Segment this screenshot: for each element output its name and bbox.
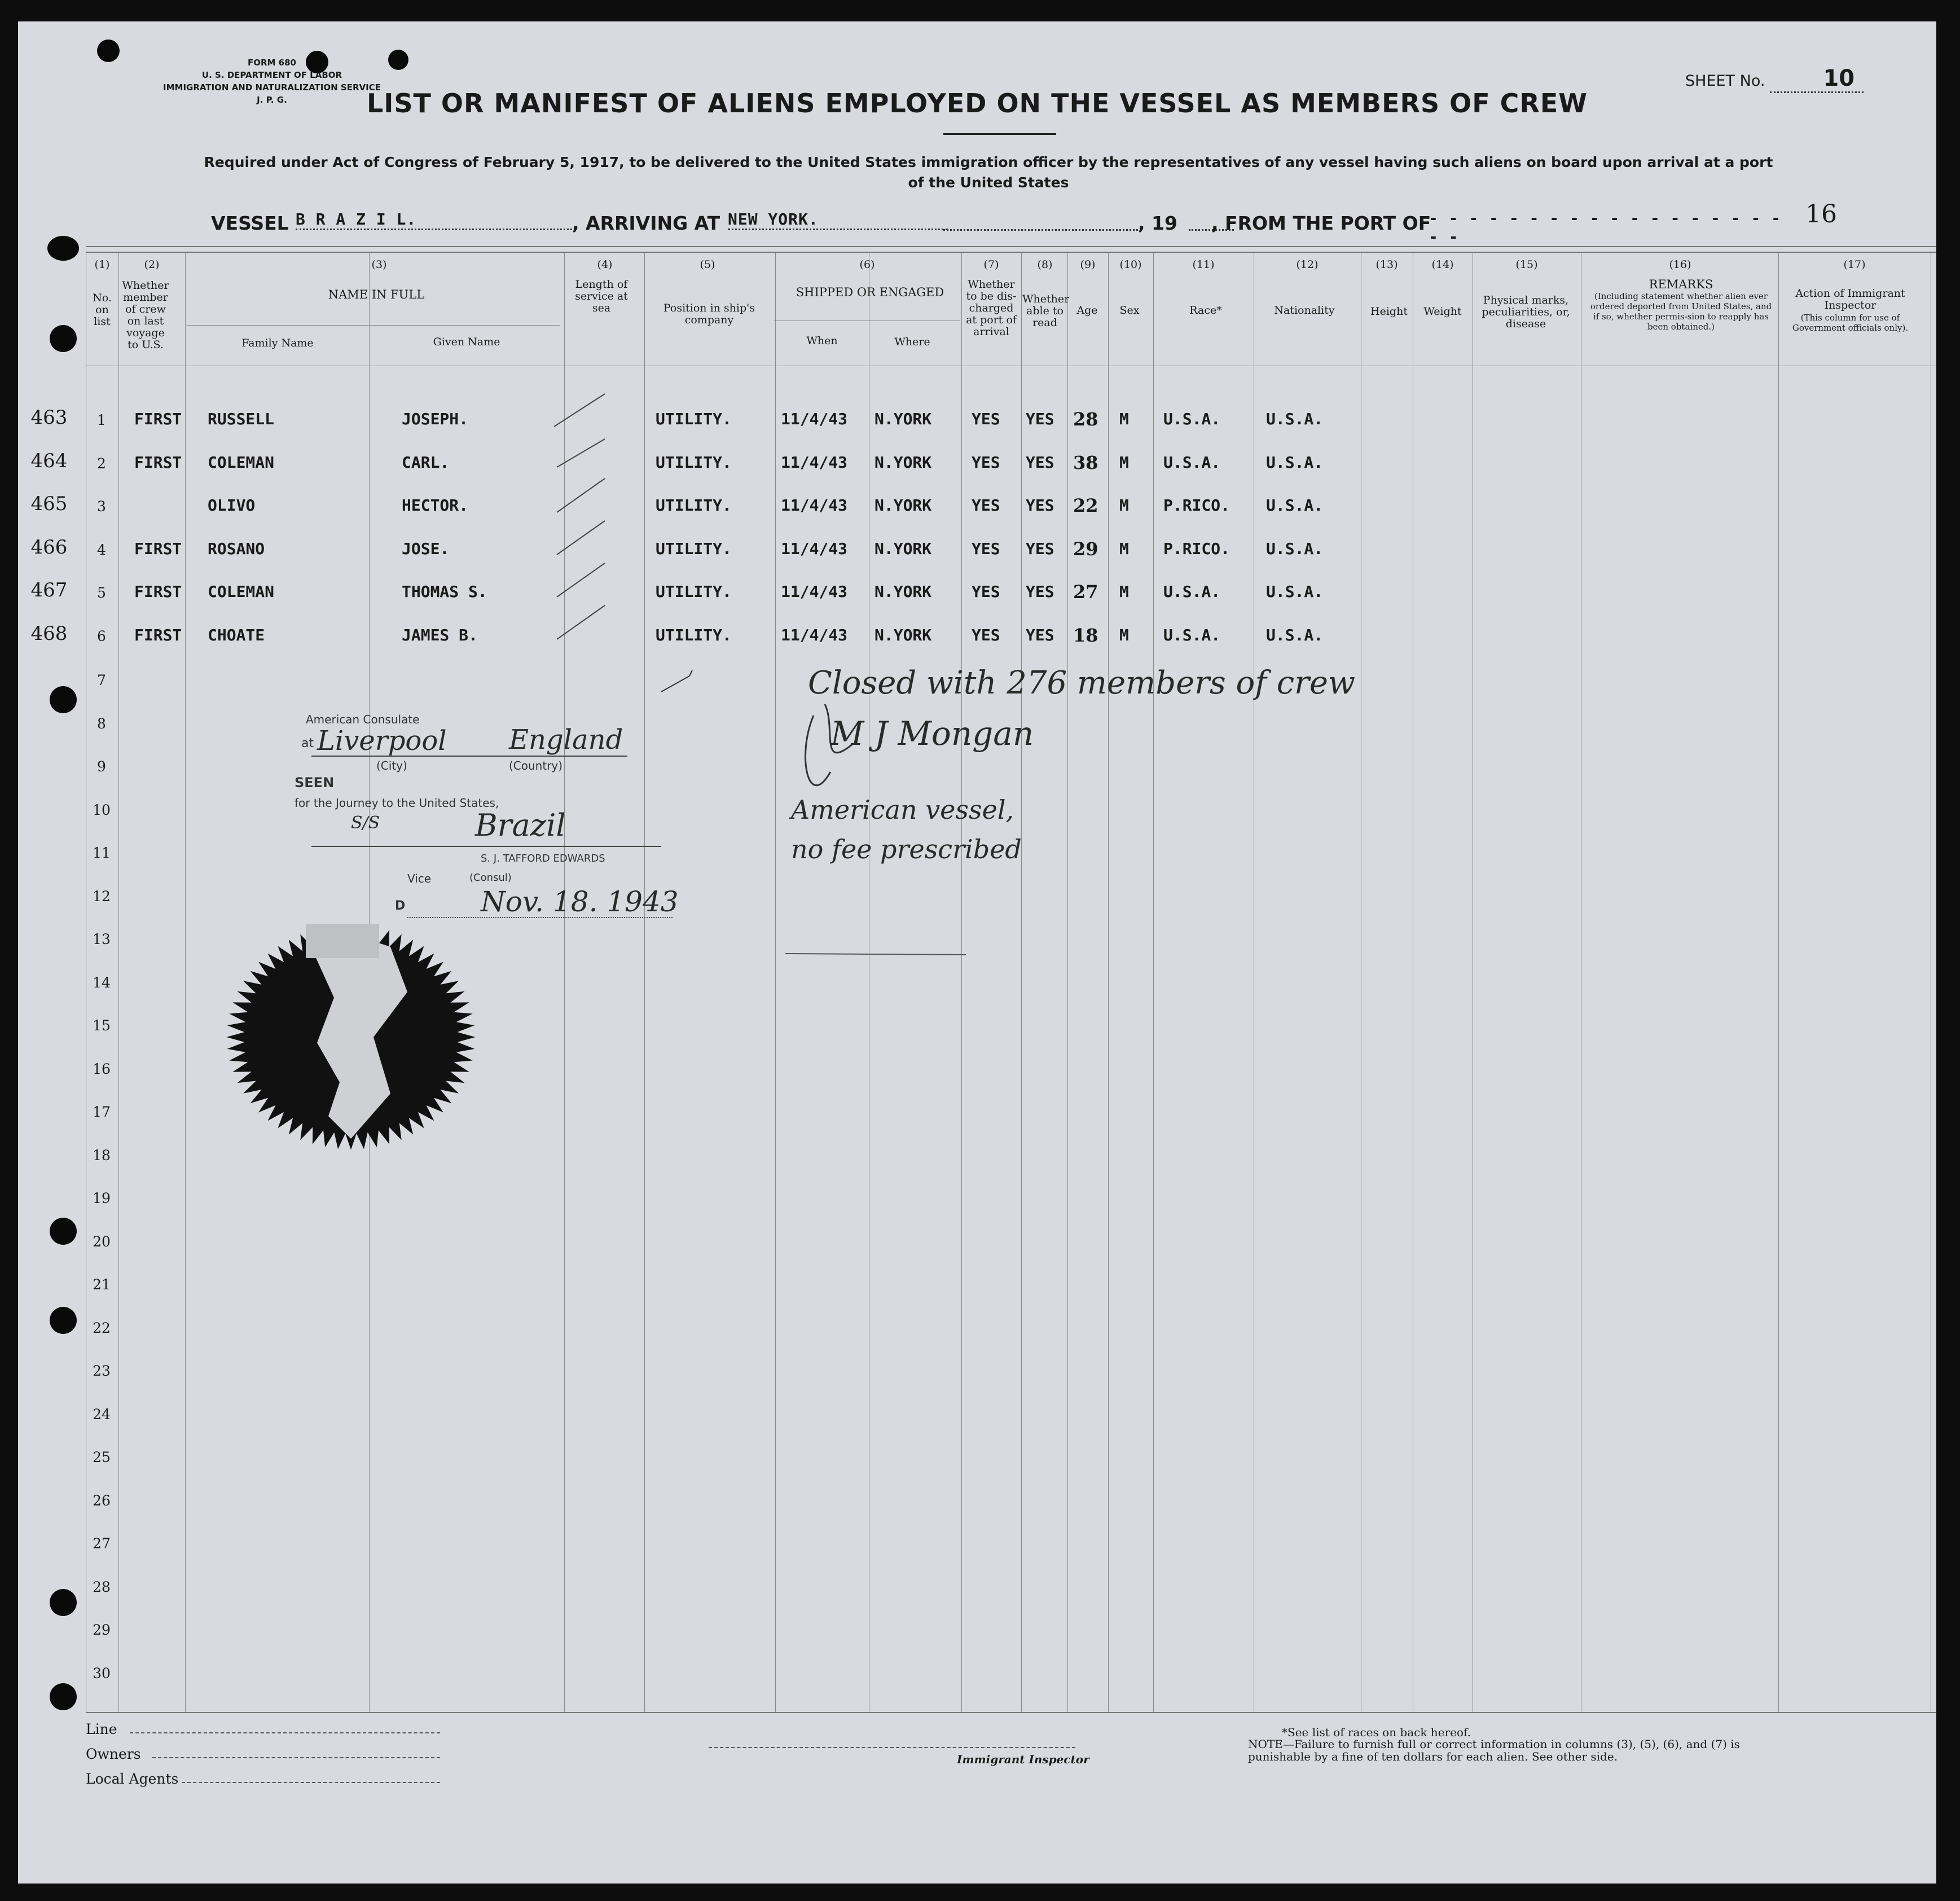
cell-family: RUSSELL — [208, 410, 275, 428]
cell-race: U.S.A. — [1163, 625, 1221, 644]
header-given-name: Given Name — [433, 336, 500, 348]
line-number: 30 — [93, 1665, 111, 1682]
cell-where: N.YORK — [874, 582, 932, 601]
page-entry-number: 468 — [30, 622, 68, 645]
cell-voyage: FIRST — [134, 625, 182, 644]
cell-where: N.YORK — [874, 410, 932, 428]
column-number: (17) — [1843, 258, 1866, 271]
stamp-rule — [311, 846, 661, 847]
underline — [785, 954, 966, 955]
cell-discharged: YES — [972, 496, 1000, 515]
header-when: When — [806, 335, 838, 347]
line-number: 18 — [93, 1147, 111, 1164]
cell-voyage: FIRST — [134, 539, 182, 558]
line-number: 2 — [97, 455, 106, 472]
stamp-country-written: England — [509, 724, 623, 756]
cell-when: 11/4/43 — [781, 625, 848, 644]
footer-inspector-label: Immigrant Inspector — [957, 1753, 1089, 1766]
line-number: 15 — [93, 1017, 111, 1034]
cell-family: ROSANO — [208, 539, 265, 558]
cell-nationality: U.S.A. — [1266, 453, 1324, 472]
cell-race: U.S.A. — [1163, 582, 1221, 601]
cell-family: CHOATE — [208, 625, 265, 644]
cell-race: U.S.A. — [1163, 410, 1221, 428]
inspector-signature: M J Mongan — [830, 714, 1034, 753]
consulate-stamp — [295, 713, 701, 927]
line-number: 6 — [97, 627, 106, 644]
inspector-signature-line — [709, 1747, 1075, 1748]
line-number: 25 — [93, 1449, 111, 1465]
stamp-date-label: D — [395, 899, 406, 913]
vessel-name: B R A Z I L. — [296, 210, 572, 230]
line-number: 13 — [93, 931, 111, 947]
line-number: 19 — [93, 1190, 111, 1206]
cell-discharged: YES — [972, 539, 1000, 558]
header-able-read: Whether able to read — [1022, 293, 1070, 329]
cell-race: P.RICO. — [1163, 496, 1231, 515]
line-number: 23 — [93, 1363, 111, 1379]
line-number: 27 — [93, 1535, 111, 1552]
cell-age: 29 — [1073, 538, 1098, 560]
year-label: , 19 — [1138, 212, 1177, 234]
header-weight: Weight — [1423, 305, 1462, 318]
length-tick — [557, 521, 605, 555]
header-position: Position in ship's company — [663, 302, 755, 326]
column-number: (13) — [1375, 258, 1398, 271]
footer-line-label: Line — [86, 1721, 117, 1737]
line-number: 8 — [97, 715, 106, 732]
cell-position: UTILITY. — [656, 453, 732, 472]
header-member-voyage: Whether member of crew on last voyage to U.S. — [122, 279, 169, 351]
line-number: 12 — [93, 888, 111, 905]
page-subtitle: Required under Act of Congress of February 5, 1917, to be delivered to the United States immigration officer by the representatives of any vessel having such aliens on board upon arrival at a port of the United States — [204, 154, 1773, 191]
column-number: (4) — [597, 258, 613, 271]
line-number: 3 — [97, 498, 106, 515]
page-mark: 16 — [1805, 200, 1837, 229]
header-age: Age — [1076, 304, 1098, 317]
cell-sex: M — [1119, 625, 1129, 644]
cell-when: 11/4/43 — [781, 410, 848, 428]
line-number: 17 — [93, 1104, 111, 1120]
cell-read: YES — [1026, 410, 1054, 428]
header-no-on-list: No. on list — [93, 292, 112, 328]
header-where: Where — [894, 336, 930, 348]
fee-note: no fee prescribed — [791, 834, 1022, 864]
stamp-journey: for the Journey to the United States, — [295, 796, 499, 810]
cell-where: N.YORK — [874, 625, 932, 644]
line-number: 5 — [97, 585, 106, 601]
sheet-number: 10 — [1770, 65, 1864, 93]
form-code: J. P. G. — [257, 95, 287, 105]
cell-nationality: U.S.A. — [1266, 410, 1324, 428]
header-action-note: (This column for use of Government officials only). — [1792, 313, 1909, 333]
cell-age: 22 — [1073, 495, 1098, 516]
cell-race: U.S.A. — [1163, 453, 1221, 472]
cell-position: UTILITY. — [656, 625, 732, 644]
line-number: 4 — [97, 541, 106, 558]
cell-discharged: YES — [972, 582, 1000, 601]
stamp-at: at — [301, 736, 314, 750]
cell-age: 18 — [1073, 624, 1098, 646]
line-number: 20 — [93, 1233, 111, 1250]
arriving-label: , ARRIVING AT — [572, 212, 720, 234]
line-number: 21 — [93, 1276, 111, 1293]
cell-given: HECTOR. — [402, 496, 469, 515]
column-number: (6) — [859, 258, 875, 271]
cell-given: JOSE. — [402, 539, 450, 558]
page-entry-number: 463 — [30, 406, 68, 429]
column-number: (14) — [1431, 258, 1454, 271]
footer-note: NOTE—Failure to furnish full or correct information in columns (3), (5), (6), and (7) is punishable by a fine of ten dollars for each alien. See other side. — [1248, 1737, 1740, 1763]
stamp-date-written: Nov. 18. 1943 — [481, 885, 679, 918]
cell-read: YES — [1026, 539, 1054, 558]
cell-nationality: U.S.A. — [1266, 625, 1324, 644]
cell-sex: M — [1119, 496, 1129, 515]
column-number: (1) — [94, 258, 110, 271]
stamp-consul: (Consul) — [469, 872, 512, 884]
service-name: IMMIGRATION AND NATURALIZATION SERVICE — [163, 82, 381, 93]
cell-where: N.YORK — [874, 539, 932, 558]
page-entry-number: 467 — [30, 579, 68, 602]
header-shipped: SHIPPED OR ENGAGED — [796, 286, 944, 299]
cell-read: YES — [1026, 453, 1054, 472]
length-tick — [557, 563, 605, 597]
column-number: (7) — [983, 258, 999, 271]
cell-read: YES — [1026, 582, 1054, 601]
cell-sex: M — [1119, 539, 1129, 558]
cell-family: COLEMAN — [208, 582, 275, 601]
cell-given: JAMES B. — [402, 625, 478, 644]
cell-given: JOSEPH. — [402, 410, 469, 428]
line-number: 16 — [93, 1060, 111, 1077]
cell-sex: M — [1119, 453, 1129, 472]
footer-line-blank — [130, 1732, 440, 1733]
sheet-label: SHEET No. — [1685, 72, 1765, 90]
footer-agents-label: Local Agents — [86, 1771, 179, 1787]
header-sex: Sex — [1119, 304, 1140, 317]
line-number: 9 — [97, 758, 106, 775]
cell-position: UTILITY. — [656, 539, 732, 558]
cell-where: N.YORK — [874, 496, 932, 515]
stamp-seen: SEEN — [295, 775, 335, 791]
form-number: FORM 680 — [247, 58, 296, 68]
column-number: (9) — [1080, 258, 1096, 271]
stamp-rule — [311, 756, 627, 757]
page-entry-number: 465 — [30, 493, 68, 515]
stamp-vice: Vice — [407, 872, 432, 885]
row-end-stroke — [661, 676, 689, 692]
stamp-consulate: American Consulate — [306, 713, 420, 726]
cell-position: UTILITY. — [656, 582, 732, 601]
header-action: Action of Immigrant Inspector — [1795, 287, 1905, 311]
column-number: (10) — [1119, 258, 1142, 271]
closed-note: Closed with 276 members of crew — [808, 665, 1355, 701]
cell-nationality: U.S.A. — [1266, 496, 1324, 515]
cell-read: YES — [1026, 625, 1054, 644]
stamp-city-written: Liverpool — [317, 725, 447, 757]
cell-voyage: FIRST — [134, 453, 182, 472]
cell-when: 11/4/43 — [781, 496, 848, 515]
header-race: Race* — [1189, 304, 1222, 317]
line-number: 7 — [97, 672, 106, 688]
header-nationality: Nationality — [1274, 304, 1335, 317]
cell-position: UTILITY. — [656, 496, 732, 515]
line-number: 1 — [97, 412, 106, 428]
cell-given: CARL. — [402, 453, 450, 472]
cell-voyage: FIRST — [134, 410, 182, 428]
cell-age: 38 — [1073, 451, 1098, 473]
column-number: (12) — [1296, 258, 1319, 271]
stamp-ss: S/S — [351, 813, 380, 833]
header-discharged: Whether to be dis-charged at port of arrival — [966, 278, 1017, 338]
header-remarks-note: (Including statement whether alien ever ordered deported from United States, and if so, whether permis-sion to reapply has been obtained.) — [1590, 291, 1772, 332]
cell-age: 27 — [1073, 581, 1098, 603]
cell-where: N.YORK — [874, 453, 932, 472]
cell-read: YES — [1026, 496, 1054, 515]
department-name: U. S. DEPARTMENT OF LABOR — [201, 70, 342, 80]
from-port-label: , FROM THE PORT OF — [1211, 212, 1431, 234]
header-remarks: REMARKS — [1649, 278, 1713, 291]
cell-sex: M — [1119, 582, 1129, 601]
stamp-ship-written: Brazil — [475, 807, 566, 843]
line-number: 10 — [93, 801, 111, 818]
cell-family: COLEMAN — [208, 453, 275, 472]
footer-owners-label: Owners — [86, 1746, 141, 1762]
from-port: - - - - - - - - - - - - - - - - - - - - — [1429, 209, 1782, 246]
cell-position: UTILITY. — [656, 410, 732, 428]
length-tick — [557, 478, 605, 512]
header-length-service: Length of service at sea — [575, 278, 628, 314]
stamp-consul-name: S. J. TAFFORD EDWARDS — [481, 853, 605, 864]
cell-voyage: FIRST — [134, 582, 182, 601]
header-physical: Physical marks, peculiarities, or, disease — [1482, 294, 1570, 330]
length-tick — [557, 605, 605, 639]
cell-nationality: U.S.A. — [1266, 539, 1324, 558]
footer-owners-blank — [152, 1757, 440, 1758]
column-number: (5) — [700, 258, 715, 271]
column-number: (16) — [1669, 258, 1691, 271]
header-name-in-full: NAME IN FULL — [328, 288, 425, 301]
column-number: (11) — [1192, 258, 1215, 271]
footer-agents-blank — [182, 1782, 440, 1783]
cell-age: 28 — [1073, 409, 1098, 430]
manifest-sheet — [18, 21, 1936, 1884]
cell-given: THOMAS S. — [402, 582, 487, 601]
column-number: (3) — [371, 258, 387, 271]
header-family-name: Family Name — [241, 337, 314, 349]
line-number: 22 — [93, 1319, 111, 1336]
line-number: 28 — [93, 1578, 111, 1595]
cell-race: P.RICO. — [1163, 539, 1231, 558]
cell-discharged: YES — [972, 410, 1000, 428]
column-number: (2) — [144, 258, 160, 271]
line-number: 29 — [93, 1622, 111, 1638]
consulate-seal — [204, 913, 498, 1161]
column-number: (8) — [1037, 258, 1053, 271]
line-number: 24 — [93, 1406, 111, 1423]
footer-races-note: *See list of races on back hereof. — [1282, 1726, 1471, 1739]
length-tick — [554, 394, 605, 427]
cell-sex: M — [1119, 410, 1129, 428]
length-tick — [557, 439, 605, 467]
page-entry-number: 464 — [30, 449, 68, 472]
arriving-port: NEW YORK. — [728, 210, 948, 230]
cell-family: OLIVO — [208, 496, 256, 515]
vessel-note: American vessel, — [791, 794, 1014, 825]
cell-discharged: YES — [972, 453, 1000, 472]
seal-label — [306, 924, 379, 958]
footer-rule — [86, 1712, 1936, 1713]
vessel-label: VESSEL — [211, 212, 289, 234]
stamp-country: (Country) — [509, 759, 563, 772]
cell-when: 11/4/43 — [781, 539, 848, 558]
cell-nationality: U.S.A. — [1266, 582, 1324, 601]
column-number: (15) — [1515, 258, 1538, 271]
page-entry-number: 466 — [30, 535, 68, 559]
line-number: 11 — [93, 845, 111, 861]
cell-discharged: YES — [972, 625, 1000, 644]
cell-when: 11/4/43 — [781, 582, 848, 601]
cell-when: 11/4/43 — [781, 453, 848, 472]
line-number: 14 — [93, 974, 111, 991]
line-number: 26 — [93, 1492, 111, 1509]
page-title: LIST OR MANIFEST OF ALIENS EMPLOYED ON THE VESSEL AS MEMBERS OF CREW — [366, 88, 1588, 118]
stamp-city: (City) — [376, 759, 407, 772]
header-height: Height — [1370, 305, 1408, 318]
row-end-stroke — [689, 670, 692, 676]
